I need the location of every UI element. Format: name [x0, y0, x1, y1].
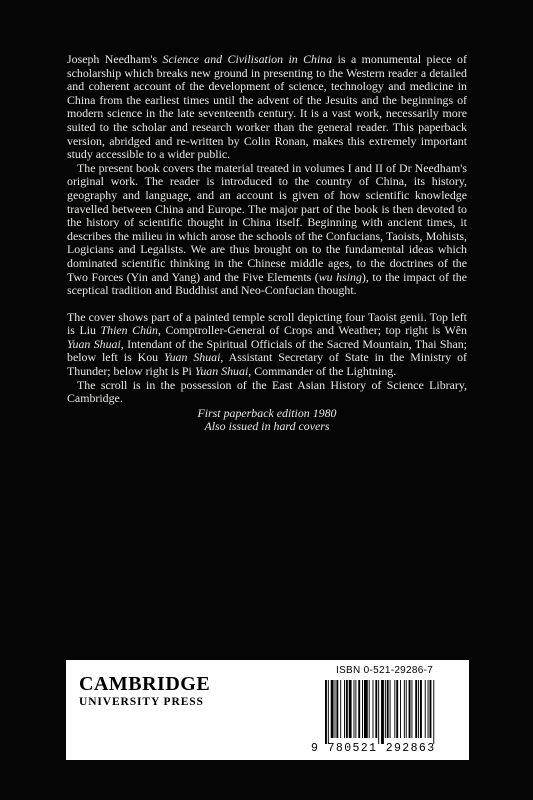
isbn-label: ISBN 0-521-29286-7 [336, 665, 434, 676]
edition-line-1: First paperback edition 1980 [197, 405, 337, 420]
publisher-name-line-2: UNIVERSITY PRESS [79, 696, 204, 708]
blurb-paragraph-1: Joseph Needham's Science and Civilisation in China is a monumental piece of scholarship which breaks new ground in presenting to the Western reader a detailed and coherent account of the development of science, technology and medicine in China from the earliest times until the advent of the Jesuits and the beginnings of modern science in the late seventeenth century. It is a vast work, necessarily more suited to the scholar and research worker than the general reader. This paperback version, abridged and re-written by Colin Ronan, makes this extremely important study accessible to a wider public. [67, 52, 467, 162]
publisher-panel [66, 660, 469, 760]
edition-line-2: Also issued in hard covers [204, 418, 330, 433]
wu-hsing-term: wu hsing [318, 269, 362, 284]
blurb-text [67, 53, 467, 433]
cover-note-paragraph-1: The cover shows part of a painted temple scroll depicting four Taoist genii. Top left is Liu Thien Chün, Comptroller-General of Crops and Weather; top right is Wên Yuan Shuai, Intendant of the Spiritual Officials of the Sacred Mountain, Thai Shan; below left is Kou Yuan Shuai, Assistant Secretary of State in the Ministry of Thunder; below right is Pi Yuan Shuai, Commander of the Lightning. [67, 309, 468, 379]
publisher-name-line-1: CAMBRIDGE [79, 673, 211, 695]
blurb-paragraph-2: The present book covers the material treated in volumes I and II of Dr Needham's original work. The reader is introduced to the country of China, its history, geography and language, and an account is given of how scientific knowledge travelled between China and Europe. The major part of the book is then devoted to the history of scientific thought in China itself. Beginning with ancient times, it describes the milieu in which arose the schools of the Confucians, Taoists, Mohists, Logicians and Legalists. We are thus brought on to the fundamental ideas which dominated scientific thinking in the Chinese middle ages, to the doctrines of the Two Forces (Yin and Yang) and the Five Elements (wu hsing), to the impact of the sceptical tradition and Buddhist and Neo-Confucian thought. [67, 160, 467, 298]
cover-note-paragraph-2: The scroll is in the possession of the East Asian History of Science Library, Cambridge. [67, 377, 467, 406]
edition-note [67, 407, 467, 433]
barcode-number: 9 780521 292863 [311, 742, 436, 755]
cambridge-logo [79, 674, 210, 709]
barcode-icon [323, 680, 463, 744]
book-title: Science and Civilisation in China [162, 52, 333, 66]
